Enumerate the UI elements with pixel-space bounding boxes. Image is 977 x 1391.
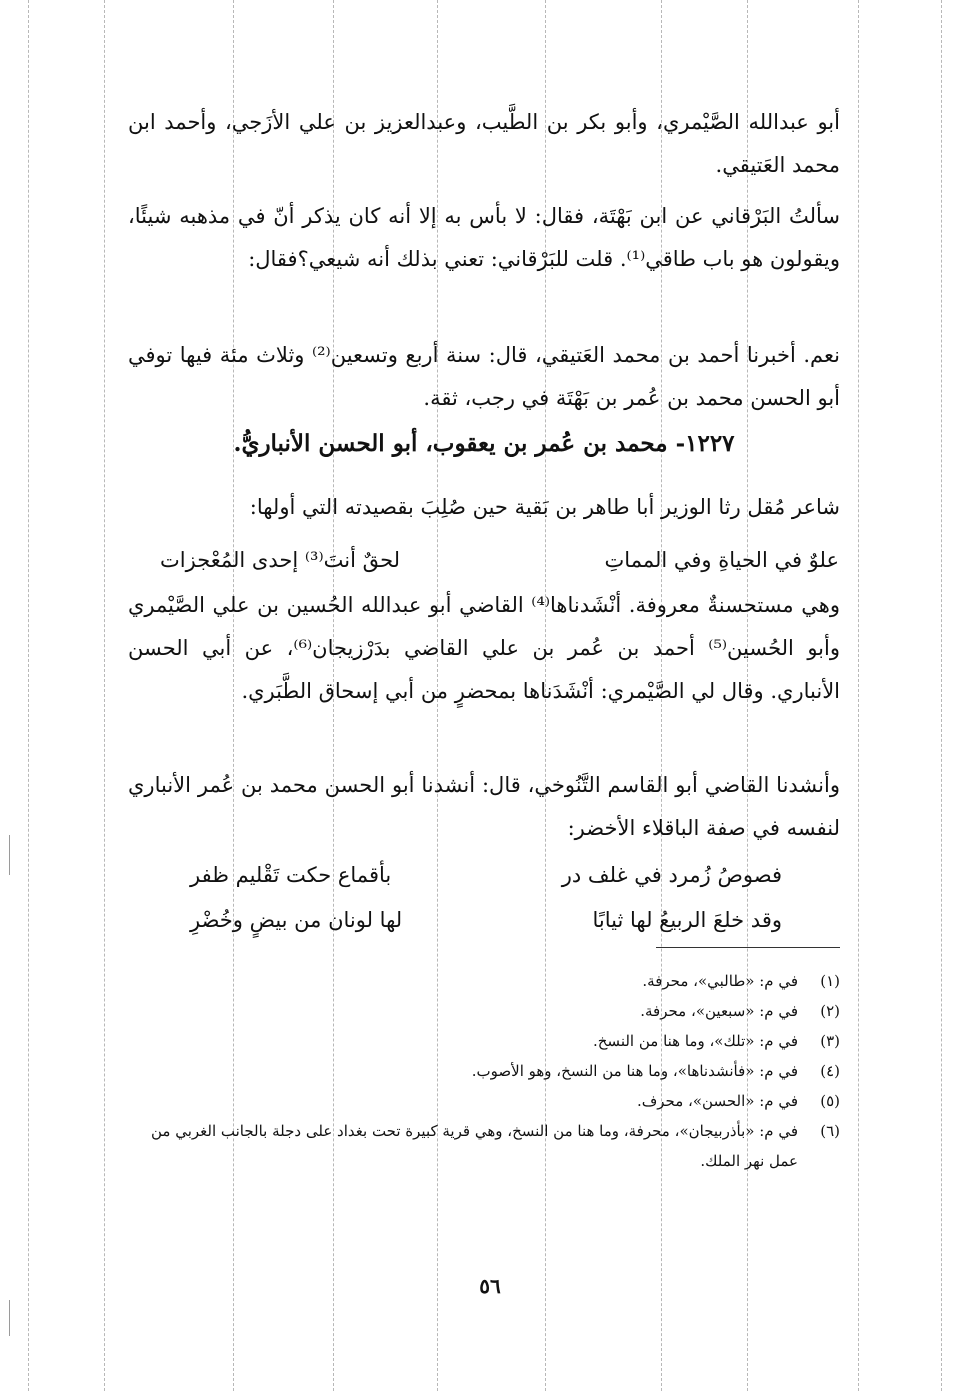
footnote [128, 1026, 840, 1056]
paragraph: نعم. أخبرنا أحمد بن محمد العَتيقي، قال: سنة أربع وتسعين⁽²⁾ وثلاث مئة فيها توفي أبو الحسن محمد بن عُمر بن بَهْتَة في رجب، ثقة. [128, 343, 840, 410]
page-number: ٥٦ [479, 1274, 501, 1298]
scan-artifact-line [104, 0, 105, 1391]
verse-hemistich-left: لحقٌ أنتَ⁽³⁾ إحدى المُعْجزات [160, 548, 401, 572]
footnote-text: في م: «تلك»، وما هنا من النسخ. [592, 1032, 798, 1050]
footnote-text: في م: «فأنشدناها»، وما هنا من النسخ، وهو الأصوب. [471, 1062, 798, 1080]
footnote [128, 966, 840, 996]
footnotes [128, 966, 840, 1176]
footnote-number: (٦) [820, 1122, 840, 1140]
scan-artifact-line [858, 0, 859, 1391]
paragraph: أبو عبدالله الصَّيْمري، وأبو بكر بن الطَّيب، وعبدالعزيز بن علي الأزَجي، وأحمد ابن محمد العَتيقي. [128, 110, 840, 177]
opening-text [128, 195, 840, 281]
scan-artifact-mark [9, 1300, 10, 1336]
footnote-number: (١) [820, 972, 840, 990]
footnote-text: في م: «طالبي»، محرفة. [642, 972, 798, 990]
footnote-text: في م: «بأذربيجان»، محرفة، وما هنا من النسخ، وهي قرية كبيرة تحت بغداد على دجلة بالجانب الغربي من عمل نهر الملك. [150, 1122, 798, 1170]
paragraph: وأنشدنا القاضي أبو القاسم التَّنُوخي، قال: أنشدنا أبو الحسن محمد بن عُمر الأنباري لنفسه في صفة الباقلاء الأخضر: [128, 773, 840, 840]
paragraph: وهي مستحسنةٌ معروفة. أنْشَدناها⁽⁴⁾ القاضي أبو عبدالله الحُسين بن علي الصَّيْمري وأبو الحُسين⁽⁵⁾ أحمد بن عُمر بن علي القاضي بدَرْزيجان⁽⁶⁾، عن أبي الحسن الأنباري. وقال لي الصَّيْمري: أنْشَدَناها بمحضرٍ من أبي إسحاق الطَّبَري. [128, 593, 841, 703]
footnote-number: (٤) [820, 1062, 840, 1080]
footnote-divider [656, 947, 840, 948]
opening-text [128, 334, 840, 420]
body-text [128, 764, 840, 850]
verse-hemistich-left: لها لونان من بيضٍ وخُضْرِ [190, 908, 403, 932]
footnote [128, 1086, 840, 1116]
footnote-number: (٢) [820, 1002, 840, 1020]
paragraph: شاعر مُقل رثا الوزير أبا طاهر بن بَقية حين صُلِبَ بقصيدته التي أولها: [249, 495, 840, 519]
footnote [128, 1116, 840, 1176]
footnote-text: في م: «سبعين»، محرفة. [640, 1002, 798, 1020]
body-text [128, 584, 840, 713]
opening-text [128, 101, 840, 187]
footnote-number: (٣) [820, 1032, 840, 1050]
entry-heading: ١٢٢٧- محمد بن عُمر بن يعقوب، أبو الحسن الأنباريُّ. [233, 430, 735, 457]
scan-artifact-mark [9, 835, 10, 875]
footnote-number: (٥) [820, 1092, 840, 1110]
verse-hemistich-right: وقد خلعَ الربيعُ لها ثيابًا [592, 908, 782, 932]
footnote [128, 1056, 840, 1086]
paragraph: سألتُ البَرْقاني عن ابن بَهْتَة، فقال: لا بأس به إلا أنه كان يذكر أنّ في مذهبه شيئًا، ويقولون هو باب طاقي⁽¹⁾. قلت للبَرْقاني: تعني بذلك أنه شيعي؟فقال: [128, 204, 840, 271]
entry-intro [128, 486, 840, 529]
verse-hemistich-right: علوٌ في الحياةِ وفي المماتِ [604, 548, 839, 572]
verse-hemistich-right: فصوصُ زُمرد في غلف در [561, 863, 782, 887]
footnote-text: في م: «الحسن»، محرف. [636, 1092, 798, 1110]
verse-hemistich-left: بأقماع حكت تَقْليم ظفر [190, 863, 392, 887]
scan-artifact-line [941, 0, 942, 1391]
scan-artifact-line [28, 0, 29, 1391]
footnote [128, 996, 840, 1026]
